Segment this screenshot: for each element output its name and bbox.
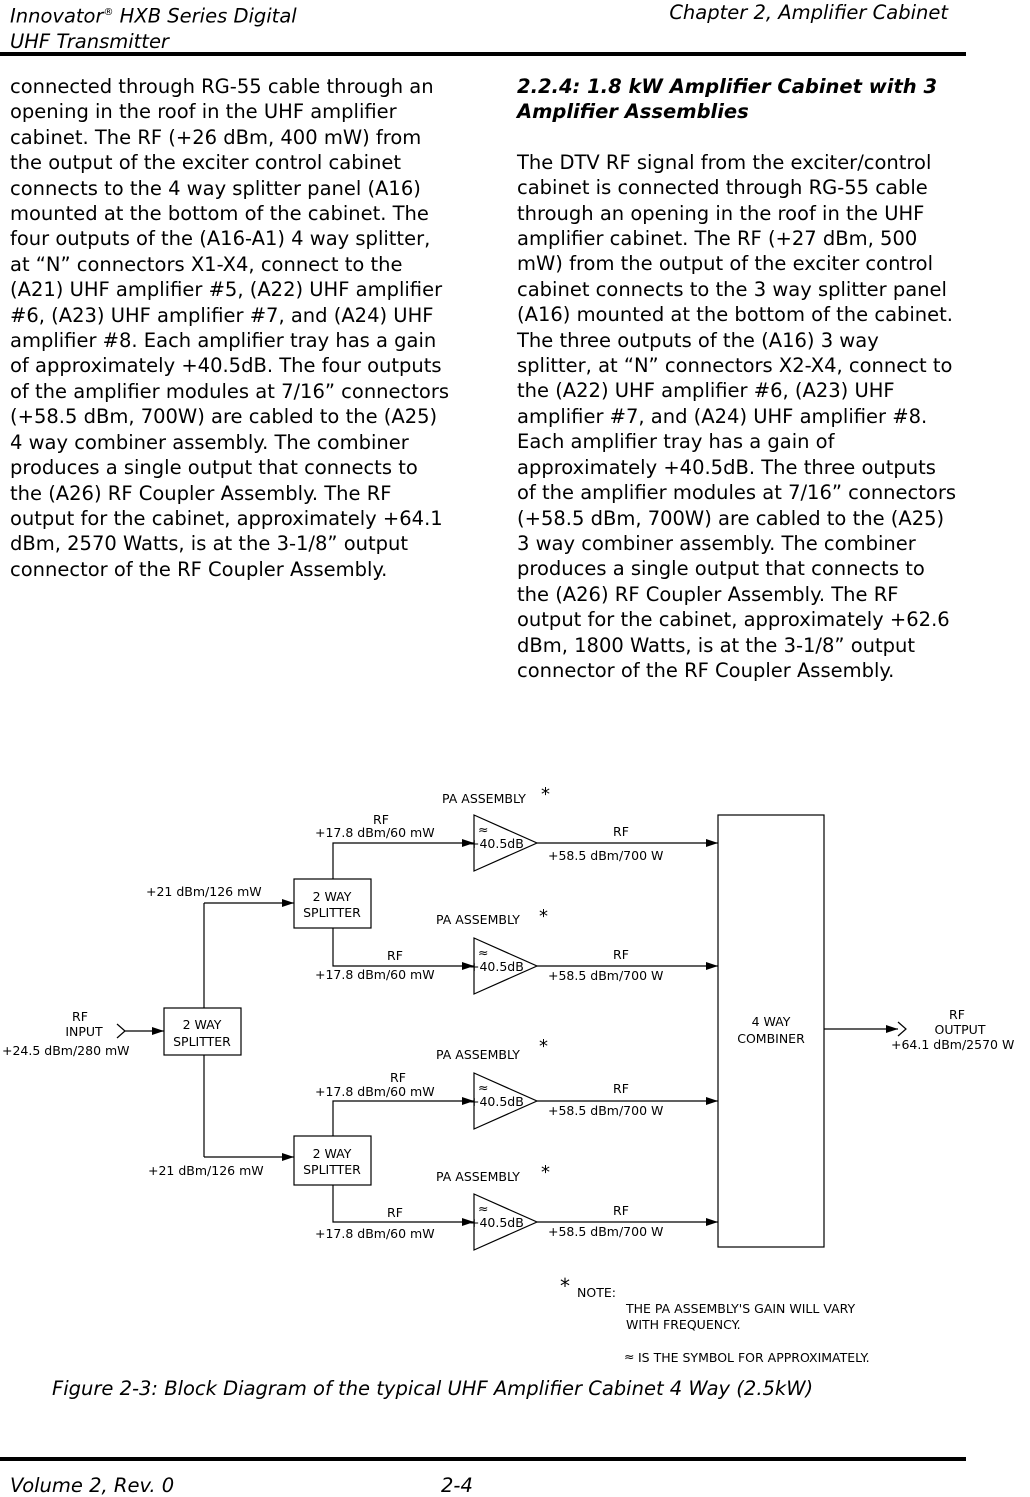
note-approx: ≈ [624,1349,635,1364]
registered-mark: ® [103,7,114,18]
wire-upper-to-pa2 [333,928,474,966]
footer-volume: Volume 2, Rev. 0 [10,1474,175,1497]
pa4-out-level: +58.5 dBm/700 W [548,1224,664,1239]
pa1-gain: +40.5dB [469,836,524,851]
input-connector [117,1024,125,1038]
header-series: HXB Series Digital [113,4,297,28]
left-column [10,74,450,582]
pa2-out-level: +58.5 dBm/700 W [548,968,664,983]
pa1-in-level: +17.8 dBm/60 mW [315,825,435,840]
note-line3: IS THE SYMBOL FOR APPROXIMATELY. [638,1350,870,1365]
note-line1: THE PA ASSEMBLY'S GAIN WILL VARY [626,1301,856,1316]
block-diagram [0,770,1030,1370]
output-connector [898,1022,906,1036]
pa2-assembly-label: PA ASSEMBLY [436,912,520,927]
combiner-line1: 4 WAY [751,1014,791,1029]
output-output-label: OUTPUT [934,1022,986,1037]
figure-caption: Figure 2-3: Block Diagram of the typical UHF Amplifier Cabinet 4 Way (2.5kW) [52,1377,814,1400]
upper-splitter-line2: SPLITTER [303,905,361,920]
main-splitter-line1: 2 WAY [182,1017,222,1032]
pa1-rf-out: RF [613,824,629,839]
upper-splitter-line1: 2 WAY [312,889,352,904]
main-splitter-line2: SPLITTER [173,1034,231,1049]
pa4-gain: +40.5dB [469,1215,524,1230]
footer-rule [0,1457,966,1461]
footer-page-number: 2-4 [441,1474,473,1497]
pa3-rf-out: RF [613,1081,629,1096]
input-rf-label: RF [72,1009,88,1024]
pa4-rf-out: RF [613,1203,629,1218]
pa3-rf-in: RF [390,1070,406,1085]
header-brand: Innovator [10,4,104,28]
pa2-in-level: +17.8 dBm/60 mW [315,967,435,982]
output-rf-label: RF [949,1007,965,1022]
pa2-star: * [539,906,548,927]
lower-splitter-line2: SPLITTER [303,1162,361,1177]
output-level-label: +64.1 dBm/2570 W [891,1037,1015,1052]
lower-splitter-input-level: +21 dBm/126 mW [148,1163,264,1178]
section-heading: 2.2.4: 1.8 kW Amplifier Cabinet with 3 Amplifier Assemblies [517,75,938,124]
pa4-approx: ≈ [478,1201,489,1216]
wire-lower-to-pa4 [333,1185,474,1222]
pa1-star: * [541,784,550,805]
right-column [517,74,957,683]
pa4-rf-in: RF [387,1205,403,1220]
pa2-gain: +40.5dB [469,959,524,974]
pa4-in-level: +17.8 dBm/60 mW [315,1226,435,1241]
upper-splitter-input-level: +21 dBm/126 mW [146,884,262,899]
header-rule [0,52,966,56]
pa2-rf-in: RF [387,948,403,963]
input-level-label: +24.5 dBm/280 mW [2,1043,130,1058]
pa1-out-level: +58.5 dBm/700 W [548,848,664,863]
pa3-in-level: +17.8 dBm/60 mW [315,1084,435,1099]
wire-lower-to-pa3 [333,1101,474,1136]
pa1-rf-in: RF [373,812,389,827]
pa3-assembly-label: PA ASSEMBLY [436,1047,520,1062]
input-input-label: INPUT [65,1024,103,1039]
note-star: * [560,1274,570,1298]
left-column-paragraph: connected through RG-55 cable through an opening in the roof in the UHF amplifier cabinet. The RF (+26 dBm, 400 mW) from the output of the exciter control cabinet connects to the 4 way splitter panel (A16) mounted at the bottom of the cabinet. The four outputs of the (A16-A1) 4 way splitter, at “N” connectors X1-X4, connect to the (A21) UHF amplifier #5, (A22) UHF amplifier #6, (A23) UHF amplifier #7, and (A24) UHF amplifier #8. Each amplifier tray has a gain of approximately +40.5dB. The four outputs of the amplifier modules at 7/16” connectors (+58.5 dBm, 700W) are cabled to the (A25) 4 way combiner assembly. The combiner produces a single output that connects to the (A26) RF Coupler Assembly. The RF output for the cabinet, approximately +64.1 dBm, 2570 Watts, is at the 3-1/8” output connector of the RF Coupler Assembly. [10,75,450,581]
lower-splitter-line1: 2 WAY [312,1146,352,1161]
wire-upper-to-pa1 [333,843,474,879]
pa3-star: * [539,1036,548,1057]
pa3-out-level: +58.5 dBm/700 W [548,1103,664,1118]
note-line2: WITH FREQUENCY. [626,1317,741,1332]
combiner-line2: COMBINER [737,1031,805,1046]
right-column-paragraph: The DTV RF signal from the exciter/control cabinet is connected through RG-55 cable through an opening in the roof in the UHF amplifier cabinet. The RF (+27 dBm, 500 mW) from the output of the exciter control cabinet connects to the 3 way splitter panel (A16) mounted at the bottom of the cabinet. The three outputs of the (A16) 3 way splitter, at “N” connectors X2-X4, connect to the (A22) UHF amplifier #6, (A23) UHF amplifier #7, and (A24) UHF amplifier #8. Each amplifier tray has a gain of approximately +40.5dB. The three outputs of the amplifier modules at 7/16” connectors (+58.5 dBm, 700W) are cabled to the (A25) 3 way combiner assembly. The combiner produces a single output that connects to the (A26) RF Coupler Assembly. The RF output for the cabinet, approximately +62.6 dBm, 1800 Watts, is at the 3-1/8” output connector of the RF Coupler Assembly. [517,150,957,682]
pa4-assembly-label: PA ASSEMBLY [436,1169,520,1184]
pa4-star: * [541,1162,550,1183]
pa2-rf-out: RF [613,947,629,962]
header-chapter: Chapter 2, Amplifier Cabinet [669,1,948,24]
header-product-line [10,0,297,29]
header-left [10,0,297,54]
pa1-approx: ≈ [478,822,489,837]
note-title: NOTE: [577,1285,616,1300]
pa3-gain: +40.5dB [469,1094,524,1109]
pa1-assembly-label: PA ASSEMBLY [442,791,526,806]
pa3-approx: ≈ [478,1080,489,1095]
pa2-approx: ≈ [478,945,489,960]
header-subtitle: UHF Transmitter [10,29,169,53]
